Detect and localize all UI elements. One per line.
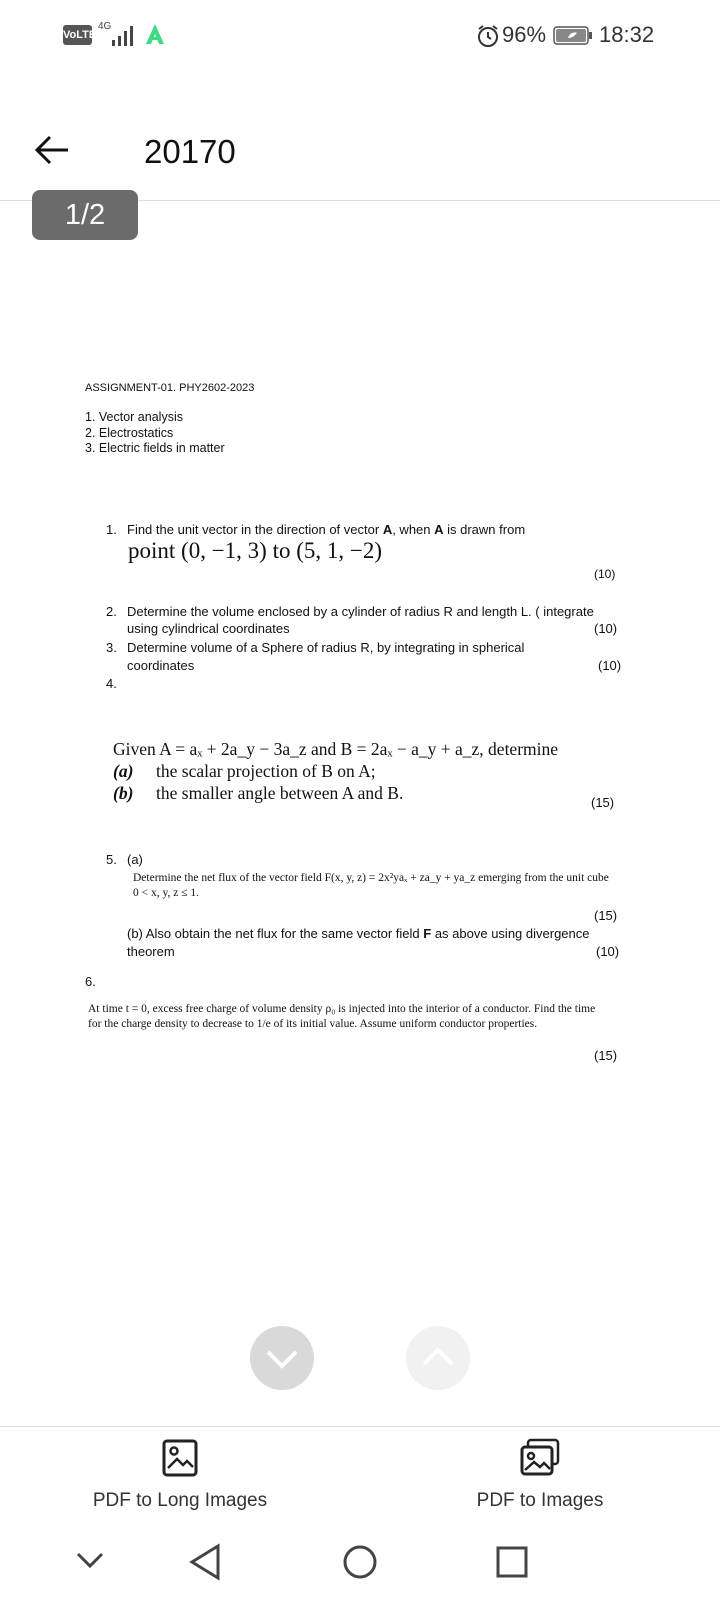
marks: (10) (594, 567, 616, 581)
question-2-line2: using cylindrical coordinates (127, 621, 290, 636)
pdf-page (0, 240, 720, 1240)
topic-item: 3. Electric fields in matter (85, 441, 225, 455)
topic-item: 2. Electrostatics (85, 425, 174, 440)
question-number: 4. (106, 676, 117, 691)
question-3-line1: Determine volume of a Sphere of radius R, by integrating in spherical (127, 640, 525, 655)
battery-percent: 96% (502, 22, 547, 47)
status-bar (0, 0, 720, 70)
home-circle-icon[interactable] (330, 1540, 390, 1584)
marks: (15) (594, 1048, 618, 1063)
question-1-formula: point (0, −1, 3) to (5, 1, −2) (128, 538, 382, 563)
toolbar-divider (0, 1426, 720, 1427)
long-image-icon (160, 1438, 200, 1478)
pdf-to-images-label: PDF to Images (476, 1490, 604, 1511)
question-4-part-a-label: (a) (113, 761, 134, 781)
chevron-up-icon (406, 1326, 470, 1390)
question-3-line2: coordinates (127, 658, 195, 673)
question-number: 3. (106, 640, 117, 655)
question-4-part-b: the smaller angle between A and B. (156, 783, 404, 803)
battery-icon (553, 26, 593, 45)
question-5-part-b-line2: theorem (127, 944, 175, 959)
question-4-part-b-label: (b) (113, 783, 134, 803)
question-5-part-a-label: (a) (127, 852, 143, 867)
marks: (10) (594, 621, 618, 636)
question-number: 6. (85, 974, 96, 989)
clock: 18:32 (599, 22, 655, 47)
question-6-line1: At time t = 0, excess free charge of volume density ρ₀ is injected into the interior of a conductor. Find the time (88, 1003, 596, 1015)
pdf-to-long-images-label: PDF to Long Images (92, 1490, 268, 1511)
question-6-line2: for the charge density to decrease to 1/e of its initial value. Assume uniform conductor properties. (88, 1018, 538, 1030)
question-1-text: Find the unit vector in the direction of vector A, when A is drawn from (127, 522, 526, 537)
topic-list (85, 410, 225, 457)
back-triangle-icon[interactable] (176, 1540, 236, 1584)
scroll-down-button[interactable] (250, 1326, 314, 1390)
question-5-part-a-line1: Determine the net flux of the vector field F(x, y, z) = 2x²yaₓ + za_y + ya_z emerging from the unit cube (133, 872, 609, 884)
marks: (15) (594, 908, 618, 923)
marks: (10) (596, 944, 620, 959)
hide-keyboard-chevron-icon[interactable] (60, 1540, 120, 1584)
question-number: 5. (106, 852, 117, 867)
navigation-bar (0, 1540, 720, 1600)
alarm-icon (476, 24, 500, 48)
assignment-heading: ASSIGNMENT-01. PHY2602-2023 (85, 382, 255, 394)
question-number: 2. (106, 604, 117, 619)
marks: (10) (598, 658, 622, 673)
back-arrow-icon[interactable] (30, 128, 74, 172)
scroll-up-button[interactable] (406, 1326, 470, 1390)
question-number: 1. (106, 522, 117, 537)
signal-icon (110, 26, 136, 46)
app-a-icon (144, 22, 166, 46)
chevron-down-icon (250, 1326, 314, 1390)
question-5-part-a-line2: 0 < x, y, z ≤ 1. (133, 887, 200, 899)
images-icon (518, 1438, 562, 1478)
recents-square-icon[interactable] (482, 1540, 542, 1584)
page-indicator: 1/2 (32, 190, 138, 240)
question-5-part-b: (b) Also obtain the net flux for the same vector field F as above using divergence (127, 926, 590, 941)
topic-item: 1. Vector analysis (85, 410, 183, 424)
question-4-part-a: the scalar projection of B on A; (156, 761, 376, 781)
document-title: 20170 (144, 133, 236, 170)
marks: (15) (591, 795, 615, 810)
question-2-line1: Determine the volume enclosed by a cylinder of radius R and length L. ( integrate (127, 604, 594, 619)
question-4-given: Given A = aₓ + 2a_y − 3a_z and B = 2aₓ − a_y + a_z, determine (113, 739, 559, 759)
pdf-to-long-images-button[interactable] (70, 1436, 290, 1516)
network-type: 4G (98, 21, 112, 32)
volte-badge: VoLTE (63, 25, 92, 45)
pdf-to-images-button[interactable] (430, 1436, 650, 1516)
